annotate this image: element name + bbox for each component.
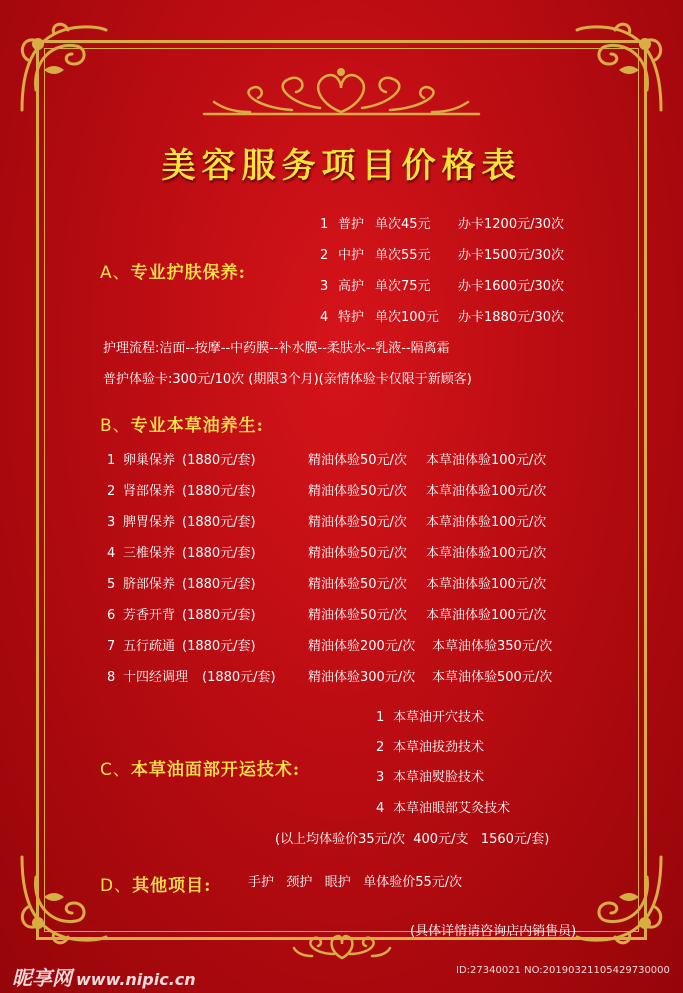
section-b-item-price: (1880元/套) bbox=[182, 577, 256, 592]
section-b-item-name: 芳香开背 bbox=[123, 608, 176, 623]
section-b-item-name: 卵巢保养 bbox=[123, 453, 176, 468]
section-b-item-herbal: 本草油体验100元/次 bbox=[426, 453, 547, 468]
section-c-title: 本草油面部开运技术: bbox=[130, 760, 301, 780]
section-b-item-num: 8 bbox=[107, 670, 116, 685]
top-ornament-icon bbox=[200, 64, 483, 120]
section-a-heading bbox=[100, 258, 246, 283]
section-c-item-name: 本草油熨脸技术 bbox=[393, 770, 485, 785]
watermark-brand: 昵享网 bbox=[12, 966, 72, 990]
section-b-item-name: 肾部保养 bbox=[123, 484, 176, 499]
section-b-title: 专业本草油养生: bbox=[130, 416, 264, 436]
section-b-item-num: 2 bbox=[107, 484, 116, 499]
section-c-item-num: 1 bbox=[376, 710, 385, 725]
watermark bbox=[12, 962, 196, 991]
section-a-item-card: 办卡1880元/30次 bbox=[458, 310, 565, 325]
section-b-item-essential: 精油体验300元/次 bbox=[308, 670, 416, 685]
section-b-heading bbox=[100, 411, 264, 436]
section-b-item-price: (1880元/套) bbox=[182, 546, 256, 561]
section-b-item-name: 十四经调理 bbox=[123, 670, 189, 685]
page-title: 美容服务项目价格表 bbox=[161, 146, 522, 186]
section-b-item-name: 脐部保养 bbox=[123, 577, 176, 592]
section-b-item-num: 6 bbox=[107, 608, 116, 623]
section-b-item-essential: 精油体验50元/次 bbox=[308, 577, 407, 592]
section-a-item-single: 单次45元 bbox=[375, 217, 431, 232]
section-c-letter: C、 bbox=[100, 760, 131, 780]
section-b-item-price: (1880元/套) bbox=[202, 670, 276, 685]
section-a-item-name: 高护 bbox=[338, 279, 365, 294]
section-b-item-num: 5 bbox=[107, 577, 116, 592]
corner-ornament-icon bbox=[573, 851, 669, 947]
section-b-item-essential: 精油体验50元/次 bbox=[308, 484, 407, 499]
section-a-item-single: 单次75元 bbox=[375, 279, 431, 294]
section-c-item-num: 4 bbox=[376, 801, 385, 816]
section-b-item-price: (1880元/套) bbox=[182, 515, 256, 530]
bottom-ornament-icon bbox=[290, 928, 394, 962]
section-c-item-name: 本草油眼部艾灸技术 bbox=[393, 801, 511, 816]
section-a-item-num: 3 bbox=[320, 279, 329, 294]
section-a-item-name: 普护 bbox=[338, 217, 365, 232]
section-b-item-price: (1880元/套) bbox=[182, 608, 256, 623]
section-b-item-price: (1880元/套) bbox=[182, 639, 256, 654]
section-b-item-herbal: 本草油体验100元/次 bbox=[426, 484, 547, 499]
section-c-item-num: 3 bbox=[376, 770, 385, 785]
section-b-item-herbal: 本草油体验100元/次 bbox=[426, 546, 547, 561]
corner-ornament-icon bbox=[14, 20, 110, 116]
section-a-item-name: 特护 bbox=[338, 310, 365, 325]
section-a-item-card: 办卡1200元/30次 bbox=[458, 217, 565, 232]
section-b-item-essential: 精油体验50元/次 bbox=[308, 546, 407, 561]
section-b-item-essential: 精油体验50元/次 bbox=[308, 453, 407, 468]
section-c-item-num: 2 bbox=[376, 740, 385, 755]
section-b-item-num: 7 bbox=[107, 639, 116, 654]
section-d-title: 其他项目: bbox=[132, 876, 212, 896]
section-b-item-name: 三椎保养 bbox=[123, 546, 176, 561]
section-b-item-num: 1 bbox=[107, 453, 116, 468]
section-b-letter: B、 bbox=[100, 416, 131, 436]
section-a-item-num: 4 bbox=[320, 310, 329, 325]
section-c-item-name: 本草油拔劲技术 bbox=[393, 740, 485, 755]
section-b-item-price: (1880元/套) bbox=[182, 453, 256, 468]
section-a-item-card: 办卡1600元/30次 bbox=[458, 279, 565, 294]
section-a-letter: A、 bbox=[100, 263, 131, 283]
section-d-letter: D、 bbox=[100, 876, 133, 896]
section-b-item-herbal: 本草油体验350元/次 bbox=[432, 639, 553, 654]
section-b-item-essential: 精油体验50元/次 bbox=[308, 515, 407, 530]
section-c-item-name: 本草油开穴技术 bbox=[393, 710, 485, 725]
section-b-item-name: 五行疏通 bbox=[123, 639, 176, 654]
section-b-item-price: (1880元/套) bbox=[182, 484, 256, 499]
section-a-item-num: 2 bbox=[320, 248, 329, 263]
section-d-content: 手护 颈护 眼护 单体验价55元/次 bbox=[248, 875, 463, 890]
section-b-item-name: 脾胃保养 bbox=[123, 515, 176, 530]
trial-card-text: 普护体验卡:300元/10次 (期限3个月)(亲情体验卡仅限于新顾客) bbox=[103, 372, 472, 387]
section-a-title: 专业护肤保养: bbox=[130, 263, 246, 283]
section-a-item-name: 中护 bbox=[338, 248, 365, 263]
care-process-text: 护理流程:洁面--按摩--中药膜--补水膜--柔肤水--乳液--隔离霜 bbox=[103, 341, 450, 356]
section-b-item-essential: 精油体验50元/次 bbox=[308, 608, 407, 623]
section-b-item-num: 3 bbox=[107, 515, 116, 530]
section-a-item-single: 单次100元 bbox=[375, 310, 439, 325]
footer-note: (具体详情请咨询店内销售员) bbox=[410, 924, 577, 939]
watermark-id: ID:27340021 NO:20190321105429730000 bbox=[456, 965, 670, 976]
section-b-item-herbal: 本草油体验100元/次 bbox=[426, 608, 547, 623]
section-b-item-essential: 精油体验200元/次 bbox=[308, 639, 416, 654]
section-a-item-single: 单次55元 bbox=[375, 248, 431, 263]
corner-ornament-icon bbox=[573, 20, 669, 116]
section-c-note: (以上均体验价35元/次 400元/支 1560元/套) bbox=[275, 832, 550, 847]
watermark-url: www.nipic.cn bbox=[76, 970, 196, 989]
section-b-item-herbal: 本草油体验100元/次 bbox=[426, 577, 547, 592]
section-b-item-herbal: 本草油体验500元/次 bbox=[432, 670, 553, 685]
section-c-heading bbox=[100, 755, 300, 780]
section-d-heading bbox=[100, 871, 211, 896]
section-a-item-card: 办卡1500元/30次 bbox=[458, 248, 565, 263]
section-a-item-num: 1 bbox=[320, 217, 329, 232]
section-b-item-herbal: 本草油体验100元/次 bbox=[426, 515, 547, 530]
corner-ornament-icon bbox=[14, 851, 110, 947]
section-b-item-num: 4 bbox=[107, 546, 116, 561]
